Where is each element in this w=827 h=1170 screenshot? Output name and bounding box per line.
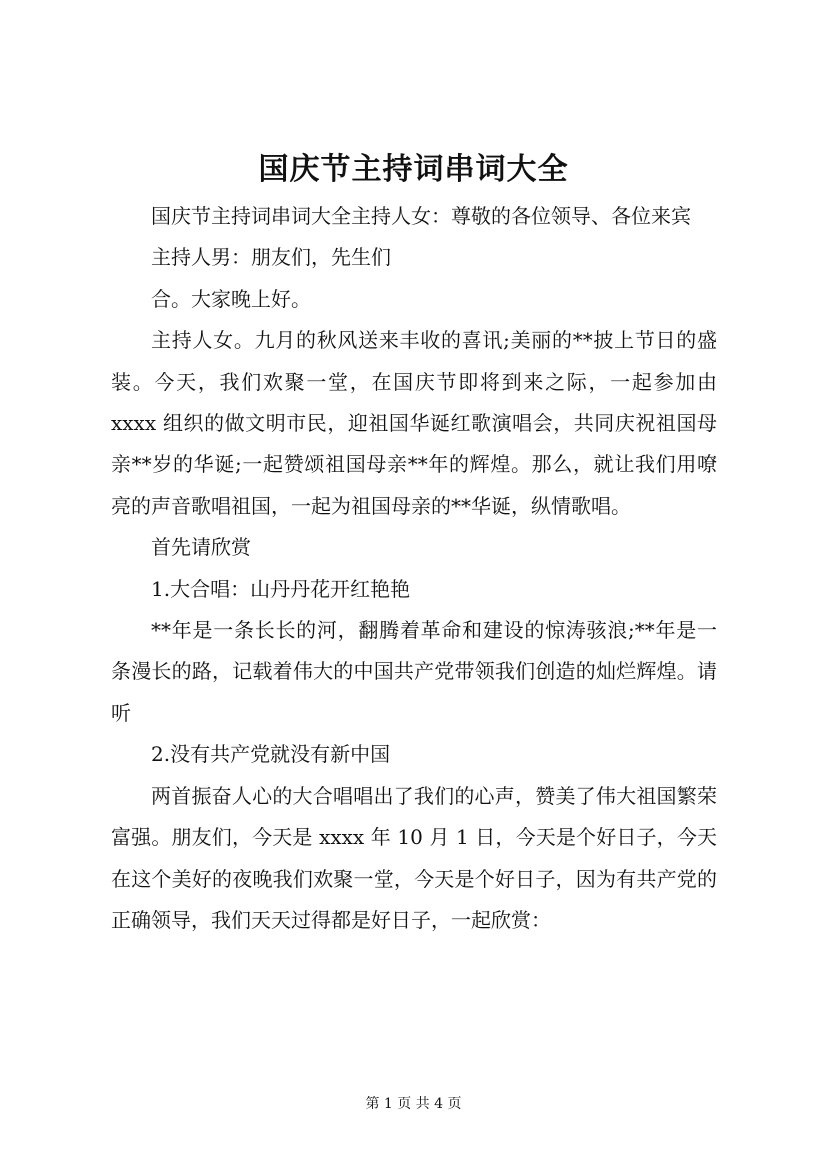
page-number-footer: 第 1 页 共 4 页 <box>365 1096 462 1112</box>
paragraph: 主持人女。九月的秋风送来丰收的喜讯;美丽的**披上节日的盛装。今天，我们欢聚一堂，在国庆节即将到来之际，一起参加由 xxxx 组织的做文明市民，迎祖国华诞红歌演唱会，共同庆祝祖国母亲**岁的华诞;一起赞颂祖国母亲**年的辉煌。那么，就让我们用嘹亮的声音歌唱祖国，一起为祖国母亲的**华诞，纵情歌唱。 <box>111 328 717 518</box>
paragraph: **年是一条长长的河，翻腾着革命和建设的惊涛骇浪;**年是一条漫长的路，记载着伟大的中国共产党带领我们创造的灿烂辉煌。请听 <box>111 618 717 725</box>
document-title: 国庆节主持词串词大全 <box>258 152 569 187</box>
paragraph: 1.大合唱：山丹丹花开红艳艳 <box>151 576 411 601</box>
paragraph: 国庆节主持词串词大全主持人女：尊敬的各位领导、各位来宾 <box>151 204 691 228</box>
paragraph: 两首振奋人心的大合唱唱出了我们的心声，赞美了伟大祖国繁荣富强。朋友们，今天是 xxxx 年 10 月 1 日，今天是个好日子，今天在这个美好的夜晚我们欢聚一堂，今天是个好日子，因为有共产党的正确领导，我们天天过得都是好日子，一起欣赏： <box>111 783 717 932</box>
paragraph: 合。大家晚上好。 <box>151 286 311 311</box>
paragraph: 首先请欣赏 <box>151 535 251 560</box>
paragraph: 2.没有共产党就没有新中国 <box>151 742 391 767</box>
document-body <box>111 196 717 941</box>
paragraph: 主持人男：朋友们，先生们 <box>151 245 391 270</box>
